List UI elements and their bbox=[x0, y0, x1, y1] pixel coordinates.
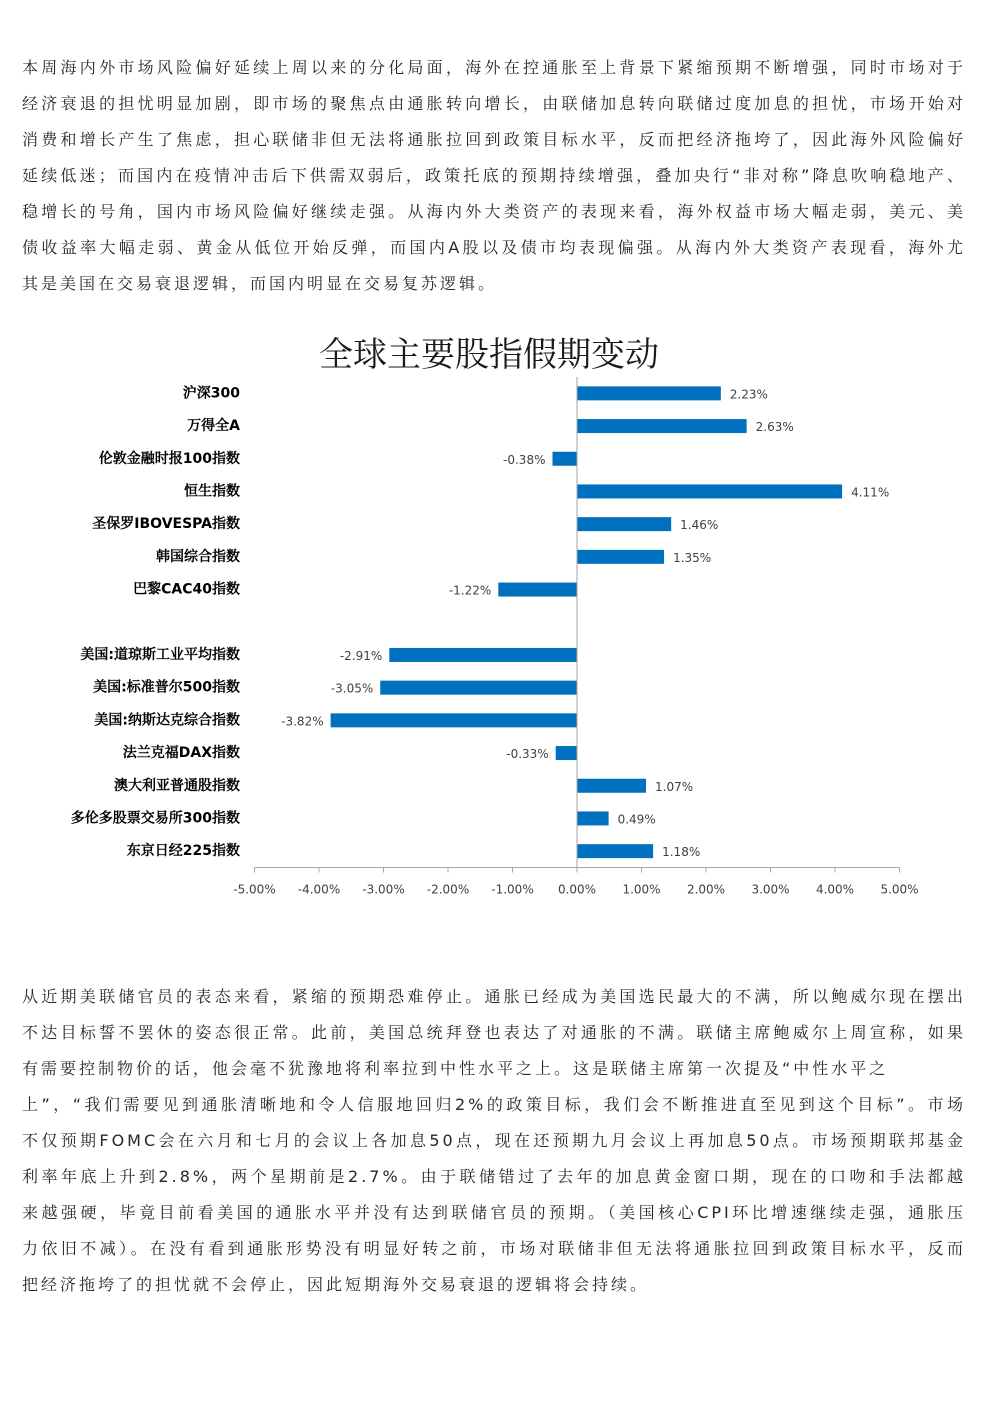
x-tick-label: 5.00% bbox=[880, 882, 919, 897]
paragraph-line: 不达目标誓不罢休的姿态很正常。此前，美国总统拜登也表达了对通胀的不满。联储主席鲍威尔上周宣称，如果 bbox=[22, 1023, 966, 1042]
data-label: 4.11% bbox=[851, 485, 890, 500]
paragraph-line: 稳增长的号角，国内市场风险偏好继续走强。从海内外大类资产的表现来看，海外权益市场大幅走弱，美元、美 bbox=[22, 202, 966, 221]
paragraph-line: 来越强硬，毕竟目前看美国的通胀水平并没有达到联储官员的预期。（美国核心CPI环比增速继续走强，通胀压 bbox=[22, 1203, 966, 1222]
bar bbox=[331, 713, 577, 727]
bar bbox=[380, 681, 577, 695]
bar bbox=[498, 583, 577, 597]
intro-paragraph bbox=[22, 50, 966, 302]
bar bbox=[556, 746, 577, 760]
paragraph-line: 上”，“我们需要见到通胀清晰地和令人信服地回归2%的政策目标，我们会不断推进直至见到这个目标”。市场 bbox=[22, 1095, 966, 1114]
category-label: 东京日经225指数 bbox=[126, 843, 240, 860]
data-label: 1.18% bbox=[662, 845, 701, 860]
global-index-bar-chart bbox=[0, 325, 992, 915]
bar bbox=[577, 386, 721, 400]
bar bbox=[577, 419, 747, 433]
bar bbox=[389, 648, 577, 662]
category-label: 圣保罗IBOVESPA指数 bbox=[92, 516, 240, 533]
x-tick-label: -1.00% bbox=[491, 882, 534, 897]
paragraph-line: 本周海内外市场风险偏好延续上周以来的分化局面，海外在控通胀至上背景下紧缩预期不断增强，同时市场对于 bbox=[22, 58, 966, 77]
category-label: 澳大利亚普通股指数 bbox=[114, 777, 240, 794]
category-label: 美国:标准普尔500指数 bbox=[93, 679, 240, 696]
chart-title: 全球主要股指假期变动 bbox=[319, 335, 659, 375]
category-label: 巴黎CAC40指数 bbox=[133, 581, 240, 598]
data-label: -0.33% bbox=[506, 747, 549, 762]
category-label: 多伦多股票交易所300指数 bbox=[70, 810, 240, 827]
x-tick-label: 3.00% bbox=[751, 882, 790, 897]
category-label: 美国:道琼斯工业平均指数 bbox=[80, 646, 240, 663]
category-label: 恒生指数 bbox=[184, 483, 240, 500]
paragraph-line: 债收益率大幅走弱、黄金从低位开始反弹，而国内A股以及债市均表现偏强。从海内外大类资产表现看，海外尤 bbox=[22, 238, 966, 257]
bar bbox=[577, 517, 671, 531]
data-label: 2.63% bbox=[755, 420, 794, 435]
x-tick-label: 4.00% bbox=[815, 882, 855, 897]
x-tick-label: 2.00% bbox=[686, 882, 726, 897]
data-label: 1.46% bbox=[680, 518, 719, 533]
paragraph-line: 不仅预期FOMC会在六月和七月的会议上各加息50点，现在还预期九月会议上再加息50点。市场预期联邦基金 bbox=[22, 1131, 966, 1150]
category-label: 韩国综合指数 bbox=[156, 548, 240, 565]
x-tick-label: -3.00% bbox=[362, 882, 405, 897]
data-label: -1.22% bbox=[448, 583, 492, 598]
category-label: 万得全A bbox=[187, 418, 240, 435]
paragraph-line: 力依旧不减）。在没有看到通胀形势没有明显好转之前，市场对联储非但无法将通胀拉回到政策目标水平，反而 bbox=[22, 1239, 966, 1258]
bar bbox=[577, 550, 664, 564]
paragraph-line: 有需要控制物价的话，他会毫不犹豫地将利率拉到中性水平之上。这是联储主席第一次提及“中性水平之 bbox=[22, 1059, 889, 1078]
x-tick-label: -4.00% bbox=[297, 882, 341, 897]
bar bbox=[552, 452, 577, 466]
paragraph-line: 从近期美联储官员的表态来看，紧缩的预期恐难停止。通胀已经成为美国选民最大的不满，所以鲍威尔现在摆出 bbox=[22, 987, 966, 1006]
analysis-paragraph bbox=[22, 979, 966, 1303]
category-label: 美国:纳斯达克综合指数 bbox=[94, 712, 240, 729]
bar bbox=[577, 844, 653, 858]
data-label: -0.38% bbox=[503, 452, 546, 467]
category-label: 沪深300 bbox=[182, 385, 240, 402]
x-tick-label: -5.00% bbox=[233, 882, 276, 897]
data-label: 2.23% bbox=[729, 387, 768, 402]
category-label: 伦敦金融时报100指数 bbox=[98, 450, 240, 467]
bar bbox=[577, 811, 609, 825]
category-label: 法兰克福DAX指数 bbox=[122, 745, 240, 762]
data-label: 1.35% bbox=[673, 550, 712, 565]
data-label: -3.82% bbox=[281, 714, 324, 729]
x-tick-label: 1.00% bbox=[622, 882, 661, 897]
bar bbox=[577, 779, 646, 793]
paragraph-line: 其是美国在交易衰退逻辑，而国内明显在交易复苏逻辑。 bbox=[22, 274, 498, 293]
data-label: -2.91% bbox=[339, 648, 383, 663]
paragraph-line: 消费和增长产生了焦虑，担心联储非但无法将通胀拉回到政策目标水平，反而把经济拖垮了，因此海外风险偏好 bbox=[22, 130, 966, 149]
bar bbox=[577, 484, 842, 498]
paragraph-line: 经济衰退的担忧明显加剧，即市场的聚焦点由通胀转向增长，由联储加息转向联储过度加息的担忧，市场开始对 bbox=[22, 94, 966, 113]
paragraph-line: 延续低迷；而国内在疫情冲击后下供需双弱后，政策托底的预期持续增强，叠加央行“非对称”降息吹响稳地产、 bbox=[22, 166, 966, 185]
paragraph-line: 利率年底上升到2.8%，两个星期前是2.7%。由于联储错过了去年的加息黄金窗口期，现在的口吻和手法都越 bbox=[22, 1167, 966, 1186]
x-tick-label: -2.00% bbox=[426, 882, 470, 897]
paragraph-line: 把经济拖垮了的担忧就不会停止，因此短期海外交易衰退的逻辑将会持续。 bbox=[22, 1275, 650, 1294]
data-label: 1.07% bbox=[655, 779, 694, 794]
data-label: -3.05% bbox=[330, 681, 374, 696]
x-tick-label: 0.00% bbox=[557, 882, 597, 897]
data-label: 0.49% bbox=[617, 812, 656, 827]
